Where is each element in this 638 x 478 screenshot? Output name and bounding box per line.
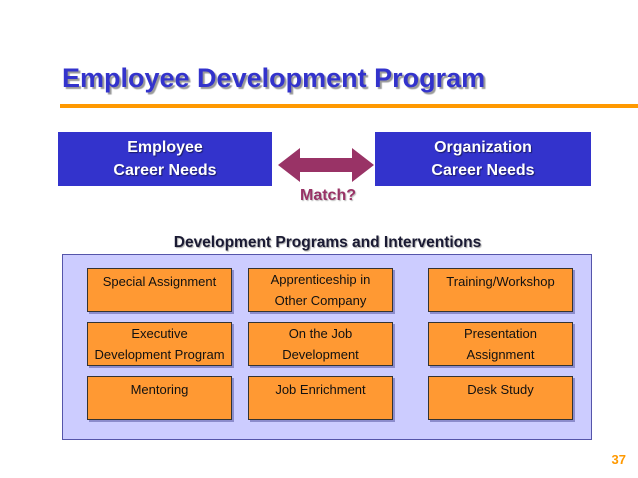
employee-career-needs-label: Career Needs (113, 162, 217, 179)
program-label: Special Assignment (102, 274, 217, 289)
program-training-workshop (428, 268, 573, 312)
program-mentoring (87, 376, 232, 420)
program-on-the-job (248, 322, 393, 366)
program-label-line2: Development Program (94, 347, 225, 362)
program-executive-development (87, 322, 232, 366)
employee-career-needs-box (58, 132, 272, 186)
program-label-line2: Assignment (466, 347, 535, 362)
employee-label: Employee (127, 139, 203, 156)
program-job-enrichment (248, 376, 393, 420)
program-label: Mentoring (130, 382, 189, 397)
programs-heading: Development Programs and Interventions (173, 234, 482, 251)
program-label: Desk Study (467, 382, 534, 397)
program-presentation-assignment (428, 322, 573, 366)
page-number: 37 (611, 452, 626, 467)
organization-career-needs-label: Career Needs (431, 162, 535, 179)
program-label: Job Enrichment (275, 382, 366, 397)
match-label: Match? (300, 187, 356, 204)
program-label-line2: Other Company (274, 293, 367, 308)
program-apprenticeship (248, 268, 393, 312)
slide-title: Employee Development Program (62, 63, 486, 93)
program-label-line2: Development (282, 347, 359, 362)
program-label: Training/Workshop (446, 274, 555, 289)
organization-career-needs-box (375, 132, 591, 186)
program-label: On the Job (288, 326, 353, 341)
double-arrow-icon (278, 148, 374, 182)
program-desk-study (428, 376, 573, 420)
program-special-assignment (87, 268, 232, 312)
program-label: Presentation (464, 326, 537, 341)
title-underline (60, 104, 638, 108)
organization-label: Organization (434, 139, 532, 156)
program-label: Apprenticeship in (270, 272, 371, 287)
program-label: Executive (131, 326, 188, 341)
